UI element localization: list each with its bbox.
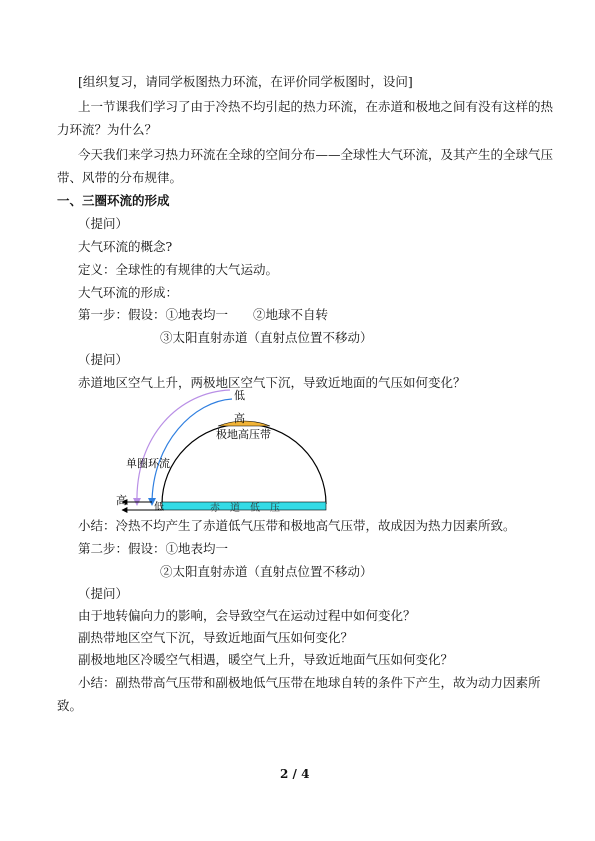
label-low-left: 低 [154,502,164,513]
label-high-top: 高 [234,412,245,425]
label-high-left: 高 [116,494,127,507]
section-heading: 一、三圈环流的形成 [57,193,170,208]
intro-paragraph-1: [组织复习，请同学板图热力环流，在评价同学板图时，设问] [78,74,413,89]
step2-assumption-line-1: 第二步：假设：①地表均一 [78,541,229,556]
question-formation: 大气环流的形成： [78,285,179,300]
label-equator-low: 赤 道 低 压 [210,503,280,514]
single-cell-circulation-diagram [100,380,340,520]
intro-paragraph-3-line-2: 带、风带的分布规律。 [57,170,183,185]
intro-paragraph-3-line-1: 今天我们来学习热力环流在全球的空间分布——全球性大气环流，及其产生的全球气压 [78,147,554,162]
question-subtropical: 副热带地区空气下沉，导致近地面气压如何变化？ [78,630,354,645]
ask-prompt-2: （提问） [78,352,129,367]
page-number: 2 / 4 [280,767,310,781]
label-low-top: 低 [234,389,245,402]
label-single-cell: 单圈环流 [126,457,170,470]
intro-paragraph-2-line-2: 力环流？为什么？ [57,122,158,137]
label-polar-high: 极地高压带 [216,428,271,441]
step1-assumption-line-2: ③太阳直射赤道（直射点位置不移动） [160,330,373,345]
question-deflection: 由于地转偏向力的影响，会导致空气在运动过程中如何变化？ [78,608,416,623]
question-equator-pressure: 赤道地区空气上升，两极地区空气下沉，导致近地面的气压如何变化？ [78,375,466,390]
ask-prompt-3: （提问） [78,586,129,601]
intro-paragraph-2-line-1: 上一节课我们学习了由于冷热不均引起的热力环流，在赤道和极地之间有没有这样的热 [78,99,554,114]
question-concept: 大气环流的概念? [78,239,173,254]
definition-text: 定义：全球性的有规律的大气运动。 [78,262,279,277]
step1-assumption-line-1: 第一步：假设：①地表均一 ②地球不自转 [78,307,329,322]
ask-prompt-1: （提问） [78,216,129,231]
summary-2-line-1: 小结：副热带高气压带和副极地低气压带在地球自转的条件下产生，故为动力因素所 [78,675,541,690]
outer-circulation-arrow [137,390,230,504]
summary-1: 小结：冷热不均产生了赤道低气压带和极地高气压带，故成因为热力因素所致。 [78,518,516,533]
summary-2-line-2: 致。 [57,698,83,713]
step2-assumption-line-2: ②太阳直射赤道（直射点位置不移动） [160,564,373,579]
question-subpolar: 副极地地区冷暖空气相遇，暖空气上升，导致近地面气压如何变化？ [78,652,454,667]
